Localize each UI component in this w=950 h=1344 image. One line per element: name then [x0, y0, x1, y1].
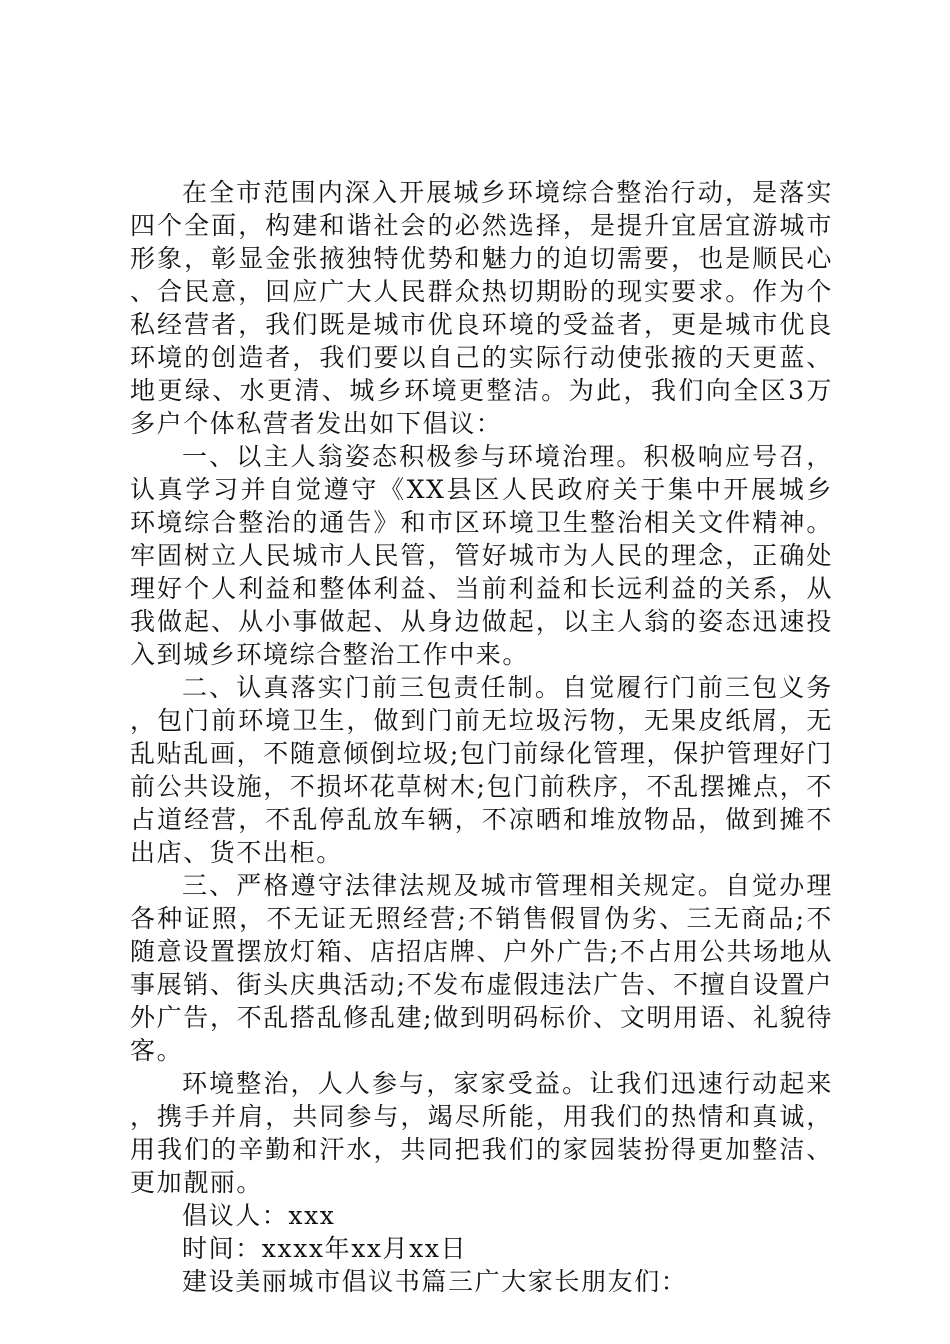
paragraph-point-one: 一、以主人翁姿态积极参与环境治理。积极响应号召，认真学习并自觉遵守《XX县区人民政府关于集中开展城乡环境综合整治的通告》和市区环境卫生整治相关文件精神。牢固树立人民城市人民管，管好城市为人民的理念，正确处理好个人利益和整体利益、当前利益和长远利益的关系，从我做起、从小事做起、从身边做起，以主人翁的姿态迅速投入到城乡环境综合整治工作中来。 [130, 442, 833, 669]
paragraph-point-three: 三、严格遵守法律法规及城市管理相关规定。自觉办理各种证照，不无证无照经营;不销售假冒伪劣、三无商品;不随意设置摆放灯箱、店招店牌、户外广告;不占用公共场地从事展销、街头庆典活动;不发布虚假违法广告、不擅自设置户外广告，不乱搭乱修乱建;做到明码标价、文明用语、礼貌待客。 [130, 871, 833, 1065]
paragraph-point-two: 二、认真落实门前三包责任制。自觉履行门前三包义务，包门前环境卫生，做到门前无垃圾污物，无果皮纸屑，无乱贴乱画，不随意倾倒垃圾;包门前绿化管理，保护管理好门前公共设施，不损坏花草树木;包门前秩序，不乱摆摊点，不占道经营，不乱停乱放车辆，不凉晒和堆放物品，做到摊不出店、货不出柜。 [130, 673, 833, 867]
signer-line: 倡议人：xxx [182, 1201, 336, 1230]
paragraph-intro: 在全市范围内深入开展城乡环境综合整治行动，是落实四个全面，构建和谐社会的必然选择，是提升宜居宜游城市形象，彰显金张掖独特优势和魅力的迫切需要，也是顺民心、合民意，回应广大人民群众热切期盼的现实要求。作为个私经营者，我们既是城市优良环境的受益者，更是城市优良环境的创造者，我们要以自己的实际行动使张掖的天更蓝、地更绿、水更清、城乡环境更整洁。为此，我们向全区3万多户个体私营者发出如下倡议： [130, 178, 833, 438]
next-section-heading: 建设美丽城市倡议书篇三广大家长朋友们： [182, 1267, 688, 1296]
document-body [130, 176, 833, 1298]
date-line: 时间：xxxx年xx月xx日 [182, 1234, 468, 1263]
paragraph-closing: 环境整治，人人参与，家家受益。让我们迅速行动起来，携手并肩，共同参与，竭尽所能，用我们的热情和真诚，用我们的辛勤和汗水，共同把我们的家园装扮得更加整洁、更加靓丽。 [130, 1069, 833, 1197]
